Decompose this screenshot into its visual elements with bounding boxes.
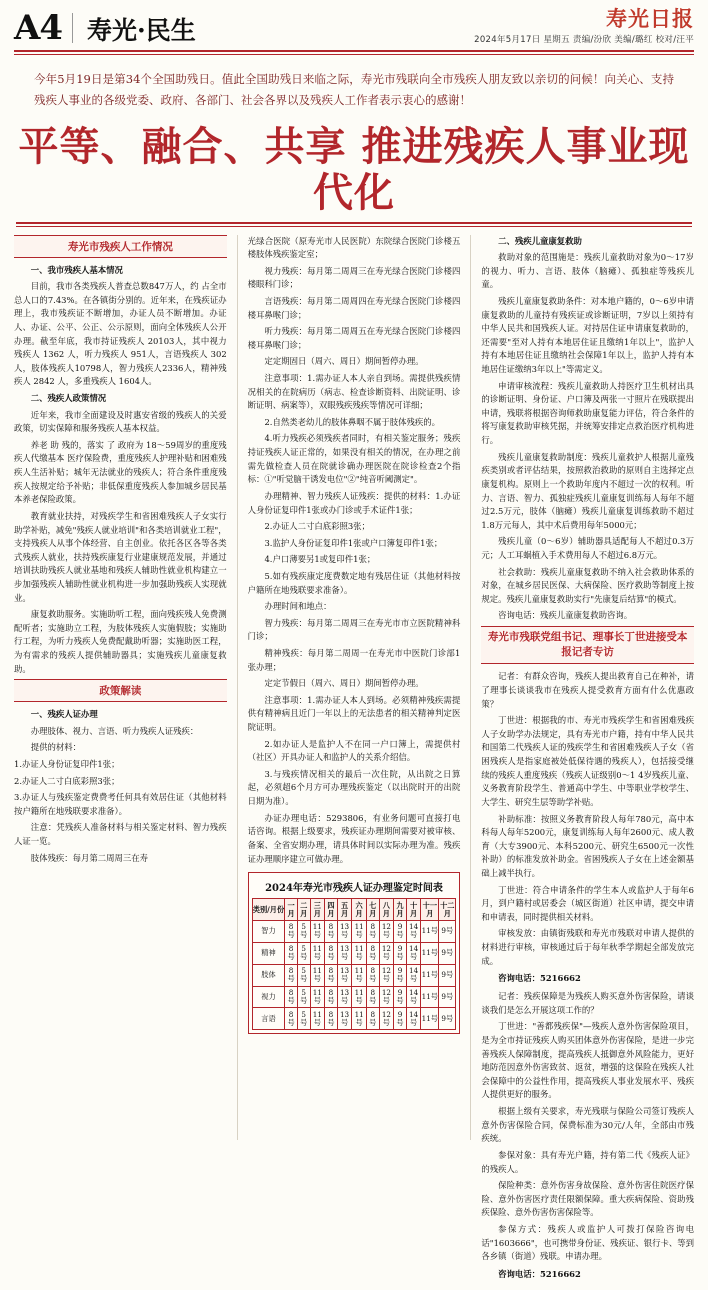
- paragraph: 注意事项：1.需办证人本人亲自到场。需提供残疾情况相关的在院病历（病志、检查诊断资料、出院证明、诊断证明、病案等），双眼残疾残疾等情况可详细；: [247, 373, 461, 411]
- paragraph: 办理肢体、视力、言语、听力残疾人证残疾：: [30, 725, 199, 736]
- table-cell: 13号: [337, 964, 352, 986]
- table-cell: 9号: [394, 1008, 407, 1030]
- table-header-cell: 六月: [352, 899, 367, 921]
- article-columns: [14, 235, 695, 1279]
- paragraph: 根据上级有关要求，寿光残联与保险公司签订残疾人意外伤害保险合同，保费标准为30元/人年，全部由市残疾统。: [481, 1106, 695, 1144]
- paragraph: 丁世进："善都残疾保"—残疾人意外伤害保险项目，是为全市持证残疾人购买团体意外伤害保险，是进一步完善残疾人保障制度，提高残疾人抵御意外风险能力，更好地防范因意外伤害致贫、返贫，增强的这保险在残疾人社会保障中的公益性作用，提高残疾人事业发展水平、残疾人提供更好的服务。: [481, 1021, 695, 1100]
- paragraph: 丁世进：符合申请条件的学生本人或监护人于每年6月，到户籍村或居委会（城区街道）社区申请，提交申请和申请表，同时提供相关材料。: [481, 884, 695, 922]
- table-cell: 5号: [297, 920, 310, 942]
- section-title: 寿光·民生: [87, 16, 196, 45]
- table-cell: 11号: [352, 1008, 367, 1030]
- table-cell: 12号: [379, 920, 394, 942]
- column-3: [470, 235, 695, 1279]
- table-cell: 11号: [421, 942, 439, 964]
- table-header-cell: 十月: [406, 899, 421, 921]
- paragraph: 参保方式：残疾人或监护人可拨打保险咨询电话"1603666"，也可携带身份证、残疾证、银行卡、等到各乡镇（街道）残联。申请办理。: [481, 1223, 695, 1262]
- table-cell: 13号: [337, 986, 352, 1008]
- masthead: [14, 8, 694, 52]
- table-cell: 13号: [337, 942, 352, 964]
- table-cell: 11号: [421, 920, 439, 942]
- table-cell: 11号: [352, 942, 367, 964]
- headline-rule-thin: [16, 226, 692, 227]
- table-row-label: 精神: [252, 942, 285, 964]
- schedule-table: [252, 898, 457, 1030]
- table-header-cell: 十一月: [421, 899, 439, 921]
- paragraph: 听力残疾：每月第二周周五在寿光绿合医院门诊楼四楼耳鼻喉门诊；: [247, 326, 461, 350]
- table-cell: 5号: [297, 964, 310, 986]
- table-cell: 9号: [394, 942, 407, 964]
- masthead-right: [474, 8, 694, 45]
- table-cell: 8号: [325, 1008, 338, 1030]
- paragraph: 光绿合医院（原寿光市人民医院）东院绿合医院门诊楼五楼肢体残疾鉴定室；: [247, 235, 461, 260]
- table-cell: 8号: [366, 964, 379, 986]
- contact-phone: 咨询电话：5216662: [498, 973, 581, 984]
- masthead-rule: [14, 54, 694, 55]
- section-heading-policy: 政策解读: [14, 679, 227, 702]
- paragraph: 4.户口薄要另1或复印件1张；: [264, 554, 376, 565]
- paragraph: 教育就业扶持，对残疾学生和省困难残疾人子女实行助学补贴，减免"残疾人就业培训"和各类培训就业工程"，支持残疾人从事个体经营、自主创业。依托各区各等各类式残疾人就业，扶持残疾康复行业建康规范发展，并通过培训扶助残疾人就业基地和残疾人辅助性就业机构建立一步加强残疾人辅助性就业机构进一步加强助残疾人实现就业。: [14, 510, 227, 603]
- table-cell: 12号: [379, 964, 394, 986]
- table-cell: 8号: [366, 920, 379, 942]
- section-heading-work-status: 寿光市残疾人工作情况: [14, 235, 227, 258]
- paragraph: 目前，我市各类残疾人普查总数847万人，约 占全市总人口的7.43%。在各镇街分别的。近年来，在残疾证办理上，我市残疾证不断增加，办证人员不断增加。办证人、办证、公平、公正、公示原则，面向全体残疾人公开办理。截至年底，我市持证残疾人 20103人，其中视力残疾人 1362 人，听力残疾人 951人，言语残疾人 302 人，肢体残疾人10798人，智力残疾人2336人，精神残疾人 2842 人，多重残疾人 1604人。: [14, 281, 227, 387]
- table-cell: 9号: [439, 986, 456, 1008]
- table-header-cell: 七月: [366, 899, 379, 921]
- table-cell: 11号: [310, 986, 325, 1008]
- paragraph: 2.如办证人是监护人不在同一户口簿上，需提供村（社区）开具办证人和监护人的关系介绍信。: [247, 738, 461, 763]
- paragraph: 3.监护人身份证复印件1张或户口簿复印件1张；: [264, 537, 443, 548]
- table-cell: 9号: [439, 964, 456, 986]
- paragraph: 精神残疾：每月第二周周一在寿光市中医院门诊部1张办理；: [247, 647, 461, 672]
- table-cell: 5号: [297, 942, 310, 964]
- table-cell: 8号: [285, 964, 298, 986]
- paragraph: 言语残疾：每月第二周周四在寿光绿合医院门诊楼四楼耳鼻喉门诊；: [247, 295, 461, 320]
- lead-paragraph: 今年5月19日是第34个全国助残日。值此全国助残日来临之际，寿光市残联向全市残疾人朋友致以亲切的问候！向关心、支持残疾人事业的各级党委、政府、各部门、社会各界以及残疾人工作者表示衷心的感谢！: [34, 72, 674, 108]
- table-cell: 8号: [325, 964, 338, 986]
- table-cell: 12号: [379, 986, 394, 1008]
- table-cell: 8号: [325, 942, 338, 964]
- column-footer-space: [481, 1286, 694, 1290]
- paragraph: 申请审核流程：残疾儿童救助人持医疗卫生机材出具的诊断证明、身份证、户口簿及两张一寸照片在残联提出申请，残联将根据咨询师救助康复能力评估，符合条件的将写康复救助审核凭据，并统筹安排定点救治医疗机构进行。: [481, 380, 695, 446]
- paragraph: 一、残疾人证办理: [30, 709, 98, 720]
- paragraph: 二、残疾人政策情况: [30, 393, 107, 404]
- table-cell: 9号: [394, 986, 407, 1008]
- paragraph: 视力残疾：每月第二周周三在寿光绿合医院门诊楼四楼眼科门诊；: [247, 265, 461, 290]
- table-cell: 14号: [406, 920, 421, 942]
- table-cell: 14号: [406, 964, 421, 986]
- table-header-cell: 四月: [325, 899, 338, 921]
- table-cell: 11号: [310, 964, 325, 986]
- table-cell: 9号: [439, 1008, 456, 1030]
- paragraph: 办理精神、智力残疾人证残疾：提供的材料：1.办证人身份证复印件1张或办门诊或手术证件1张；: [247, 490, 461, 515]
- table-cell: 12号: [379, 942, 394, 964]
- paragraph: 定定节假日（周六、周日）期间暂停办理。: [264, 678, 424, 689]
- paragraph: 注意事项：1.需办证人本人到场。必须精神残疾需提供有精神病且近门一年以上的无法患者的相关精神判定医院证明。: [247, 694, 461, 733]
- paragraph: 康复救助服务。实施助听工程，面向残疾残人免费测配听者；实施助立工程，为肢体残疾人实施假肢；实施助行工程，为听力残疾人免费配戴助听器；实施助医工程，为有需求的残疾人提供辅助器具；实施残疾儿童康复救助。: [14, 609, 227, 674]
- paragraph: 办证办理电话：5293806，有业务问题可直接打电话咨询。根据上级要求，残疾证办理期间需要对被审核、备案、全省安期办理，请具体时间以实际办理为准。残疾证办理顺序建立可做办理。: [247, 812, 461, 864]
- table-cell: 8号: [366, 1008, 379, 1030]
- table-header-cell: 九月: [394, 899, 407, 921]
- newspaper-logo: 寿光日报: [606, 6, 694, 31]
- table-cell: 8号: [285, 986, 298, 1008]
- table-cell: 13号: [337, 1008, 352, 1030]
- table-cell: 8号: [285, 920, 298, 942]
- table-row-label: 智力: [252, 920, 285, 942]
- paragraph: 记者：残疾保障是为残疾人购买意外伤害保险，请谈谈我们是怎么开展这项工作的？: [481, 991, 695, 1015]
- table-cell: 13号: [337, 920, 352, 942]
- table-cell: 9号: [439, 920, 456, 942]
- paragraph: 审核发放：由镇街残联和寿光市残联对申请人提供的材料进行审核，审核通过后于每年秋季学期起全部发放完成。: [481, 928, 695, 966]
- paragraph: 残疾儿童康复救助制度：残疾儿童救护人根据儿童残疾类别或者评估结果，按照救治救助的原则自主选择定点康复机构。原则上一个救助年度内不超过一次的权利。听力、言语、智力、孤独症残疾儿童康复训练每人每年不超过2.5万元，肢体（脑瘫）残疾儿童康复训练救助不超过1.8万元每人，其中术后费用每年5000元；: [481, 451, 695, 530]
- table-row: [252, 986, 456, 1008]
- table-cell: 11号: [310, 920, 325, 942]
- table-cell: 11号: [421, 1008, 439, 1030]
- paragraph: 二、残疾儿童康复救助: [498, 235, 582, 246]
- table-cell: 8号: [366, 942, 379, 964]
- masthead-divider: [72, 13, 73, 43]
- page-number: A4: [14, 8, 63, 48]
- table-header-cell: 八月: [379, 899, 394, 921]
- table-cell: 11号: [421, 964, 439, 986]
- table-cell: 9号: [394, 964, 407, 986]
- paragraph: 残疾儿童（0～6岁）辅助器具适配每人不超过0.3万元；人工耳蜗植入手术费用每人不超过6.8万元。: [481, 536, 695, 560]
- table-cell: 5号: [297, 986, 310, 1008]
- table-header-cell: 一月: [285, 899, 298, 921]
- table-cell: 8号: [325, 920, 338, 942]
- paragraph: 社会救助：残疾儿童康复救助不纳入社会救助体系的对象，在城乡居民医保、大病保险、医疗救助等制度上按规定。残疾儿童康复救助实行"先康复后结算"的模式。: [481, 566, 695, 604]
- table-row-label: 肢体: [252, 964, 285, 986]
- paragraph: 残疾儿童康复救助条件：对本地户籍的，0～6岁申请康复救助的儿童持有残疾证或诊断证明，7岁以上须持有中华人民共和国残疾人证。对持居住证申请康复救助的，还需要"至对人持有本地居住证且缴纳1年以上"，监护人持有本地居住证且缴纳社会保障1年以上，监护人持有本地居住证缴纳3年以上"等需定义。: [481, 295, 695, 375]
- paragraph: 智力残疾：每月第二周周三在寿光市市立医院精神科门诊；: [247, 617, 461, 642]
- table-header-row: [252, 899, 456, 921]
- paragraph: 咨询电话：残疾儿童康复救助咨询。: [498, 610, 633, 621]
- paragraph: 4.听力残疾必须残疾者同时，有相关鉴定服务；残疾持证残疾人证正常的，如果没有相关的情况，在办理之前需先做检查人员在院就诊确办理医院在院诊检查2个指标：①"听觉脑干诱发电位"②"纯音听阈测定"。: [247, 433, 461, 485]
- section-heading-interview: 寿光市残联党组书记、理事长丁世进接受本报记者专访: [481, 626, 694, 664]
- table-row: [252, 942, 456, 964]
- table-cell: 11号: [352, 986, 367, 1008]
- paragraph: 记者：有群众咨询，残疾人提出救育自己在种补，请了理事长谈谈我市在残疾人提受救育方面有什么优惠政策？: [481, 671, 695, 709]
- table-cell: 8号: [285, 942, 298, 964]
- paragraph: 3.与残疾情况相关的最后一次住院，从出院之日算起，必须超6个月方可办理残疾鉴定（以出院时开的出院日期为准）。: [247, 768, 461, 807]
- table-row-label: 言语: [252, 1008, 285, 1030]
- table-header-cell: 三月: [310, 899, 325, 921]
- paragraph: 注意：凭残疾人准备材料与相关鉴定材料、智力残疾人证一览。: [14, 822, 227, 847]
- paragraph: 办理时间和地点：: [264, 601, 332, 612]
- paragraph: 2.自然类老幼儿的肢体鼻咽不属于肢体残疾的。: [264, 416, 440, 427]
- table-cell: 9号: [394, 920, 407, 942]
- paragraph: 补助标准：按照义务教育阶段人每年780元，高中本科每人每年5200元，康复训练每人每年2600元、成人教育（大专3900元、本科5200元、研究生6500元一次性补助）的标准发放补助金。省困残疾人子女在上述金额基础上减半执行。: [481, 813, 695, 878]
- paragraph: 2.办证人二寸白底彩照3张；: [264, 521, 370, 532]
- table-cell: 11号: [352, 920, 367, 942]
- table-cell: 11号: [352, 964, 367, 986]
- table-cell: 5号: [297, 1008, 310, 1030]
- table-cell: 11号: [310, 1008, 325, 1030]
- column-1: [14, 235, 227, 1140]
- paragraph: 保险种类：意外伤害身故保险、意外伤害住院医疗保险、意外伤害医疗责任限额保障。重大疾病保险、资助残疾保险、意外伤害伤害保险等。: [481, 1180, 695, 1218]
- paragraph: 1.办证人身份证复印件1张；: [14, 759, 120, 770]
- table-cell: 14号: [406, 986, 421, 1008]
- paragraph: 2.办证人二寸白底彩照3张；: [14, 775, 120, 786]
- table-row: [252, 1008, 456, 1030]
- table-header-cell: 五月: [337, 899, 352, 921]
- table-row: [252, 920, 456, 942]
- table-header-cell: 二月: [297, 899, 310, 921]
- page-title: 平等、融合、共享 推进残疾人事业现代化: [18, 122, 690, 216]
- column-2: [237, 235, 461, 1140]
- table-cell: 8号: [285, 1008, 298, 1030]
- paragraph: 救助对象的范围施是：残疾儿童救助对象为0～17岁的视力、听力、言语、肢体（脑瘫）、孤独症等残疾儿童。: [481, 252, 695, 290]
- paragraph: 5.如有残疾康定度费数定地有残居住证（其他材料按户籍所在地残联要求准备）。: [247, 570, 461, 595]
- table-cell: 8号: [325, 986, 338, 1008]
- table-cell: 12号: [379, 1008, 394, 1030]
- table-header-cell: 十二月: [439, 899, 456, 921]
- table-row-label: 视力: [252, 986, 285, 1008]
- table-cell: 9号: [439, 942, 456, 964]
- paragraph: 3.办证人与残疾鉴定费费考任何具有效居住证（其他材料按户籍所在地残联要求准备）。: [14, 792, 227, 816]
- table-cell: 14号: [406, 942, 421, 964]
- headline-rule: [16, 222, 692, 224]
- table-title: 2024年寿光市残疾人证办理鉴定时间表: [265, 883, 443, 895]
- paragraph: 肢体残疾：每月第二周周三在寿: [30, 852, 149, 863]
- table-row: [252, 964, 456, 986]
- table-cell: 11号: [310, 942, 325, 964]
- table-header-cell: 类别/月份: [252, 899, 285, 921]
- paragraph: 丁世进：根据我的市、寿光市残疾学生和省困难残疾人子女助学办法规定，具有寿光市户籍，持有中华人民共和国第二代残疾人证的残疾学生和省困难残疾人子女（省困残疾人是指家庭被处低保待遇的残疾人），包括接受继续的残疾人重度残疾（残疾人证级别0～1 4岁残疾儿童、义务教育阶段学生、普通高中学生、中等职业学校学生、大学生、研究生层等助学补贴。: [481, 715, 695, 807]
- contact-phone: 咨询电话：5216662: [498, 1268, 581, 1279]
- table-cell: 8号: [366, 986, 379, 1008]
- paragraph: 定定期固日（周六、周日）期间暂停办理。: [264, 356, 424, 367]
- table-cell: 14号: [406, 1008, 421, 1030]
- paragraph: 参保对象：具有寿光户籍，持有第二代《残疾人证》的残疾人。: [481, 1149, 695, 1174]
- paragraph: 提供的材料：: [30, 742, 82, 753]
- issue-meta: 2024年5月17日 星期五 责编/汾欣 美编/璐红 校对/汪平: [474, 35, 694, 45]
- paragraph: 一、我市残疾人基本情况: [30, 264, 123, 275]
- paragraph: 养老 助 残的，落实 了 政府为 18～59周岁的重度残疾人代缴基本 医疗保险费，重度残疾人护理补贴和困难残疾人生活补贴；城年无法就业的残疾人；符合条件重度残疾人按规定给予补贴；非低保重度残疾人参加城乡居民基本养老保险政策。: [14, 439, 227, 505]
- table-cell: 11号: [421, 986, 439, 1008]
- paragraph: 近年来，我市全面建设及时惠安省级的残疾人的关爱政策，切实保障和服务残疾人基本权益。: [14, 409, 227, 434]
- certification-schedule-table: [248, 872, 461, 1034]
